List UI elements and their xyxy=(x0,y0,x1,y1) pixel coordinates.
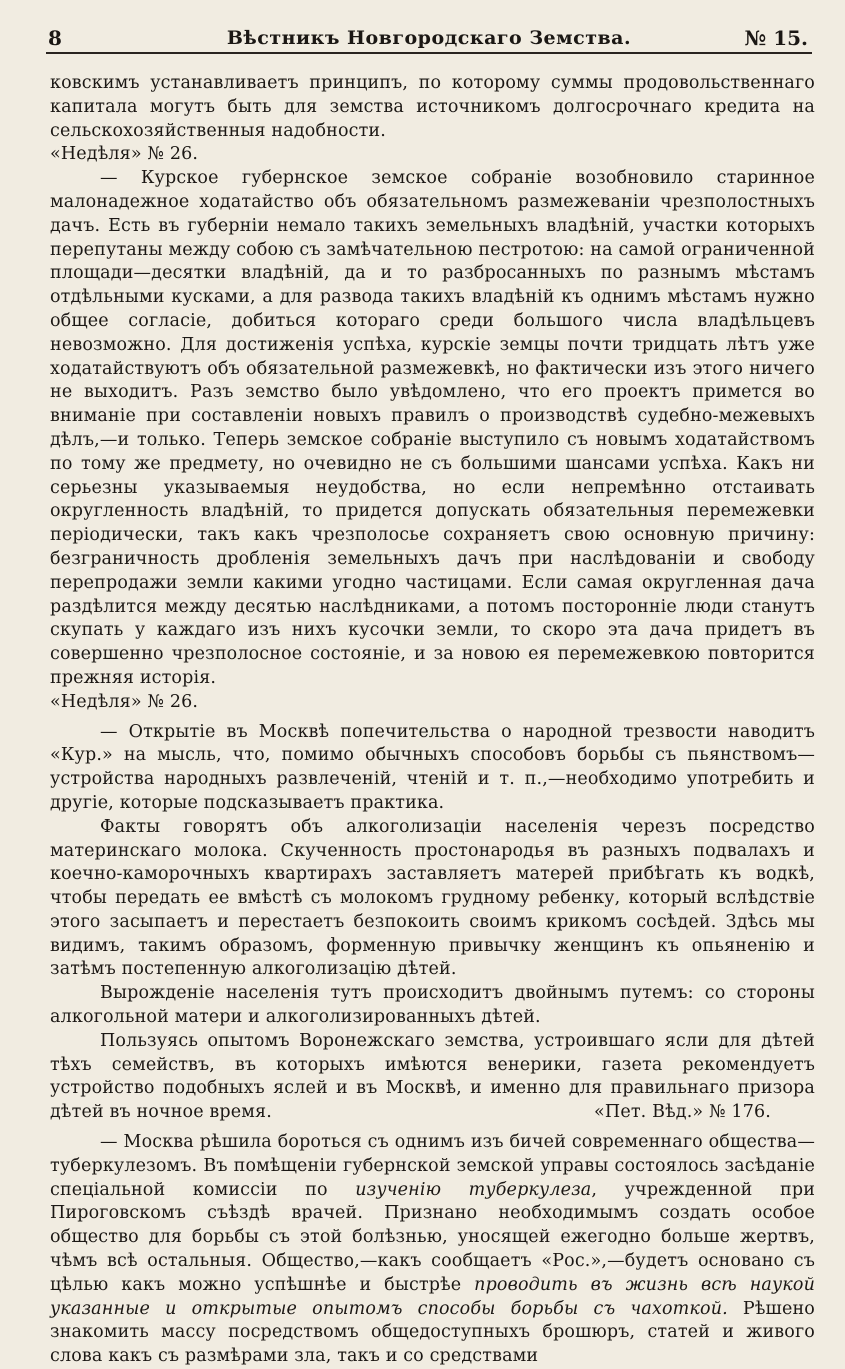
article-3-para-2: Факты говорятъ объ алкоголизаціи населенія черезъ посредство материнскаго молока. Скученность простонародья въ разныхъ подвалахъ и коечно-каморочныхъ квартирахъ заставляетъ матерей прибѣгать къ водкѣ, чтобы передать ее вмѣстѣ съ молокомъ грудному ребенку, который вслѣдствіе этого засыпаетъ и перестаетъ безпокоить своимъ крикомъ сосѣдей. Здѣсь мы видимъ, такимъ образомъ, форменную привычку женщинъ къ опьяненію и затѣмъ постепенную алкоголизацію дѣтей. xyxy=(50,816,815,980)
article-3-source: «Пет. Вѣд.» № 176. xyxy=(594,1102,771,1123)
article-2-text: — Курское губернское земское собраніе возобновило старинное малонадежное ходатайство объ обязательномъ размежеваніи чрезполостныхъ дачъ. Есть въ губерніи немало такихъ земельныхъ владѣній, участки которыхъ перепутаны между собою съ замѣчательною пестротою: на самой ограниченной площади—десятки владѣній, да и то разбросанныхъ по разнымъ мѣстамъ отдѣльными кусками, а для развода такихъ владѣній къ однимъ мѣстамъ нужно общее согласіе, добиться котораго среди большого числа владѣльцевъ невозможно. Для достиженія успѣха, курскіе земцы почти тридцать лѣтъ уже ходатайствуютъ объ обязательной размежевкѣ, но фактически изъ этого ничего не выходитъ. Разъ земство было увѣдомлено, что его проектъ примется во вниманіе при составленіи новыхъ правилъ о производствѣ судебно-межевыхъ дѣлъ,—и только. Теперь земское собраніе выступило съ новымъ ходатайствомъ по тому же предмету, но очевидно не съ большими шансами успѣха. Какъ ни серьезны указываемыя неудобства, но если непремѣнно отстаивать округленность владѣній, то придется допускать обязательныя перемежевки періодически, такъ какъ чрезполосье сохраняетъ свою основную причину: безграничность дробленія земельныхъ дачъ при наслѣдованіи и свободу перепродажи земли какими угодно частицами. Если самая округленная дача раздѣлится между десятью наслѣдниками, а потомъ посторонніе люди станутъ скупать у каждаго изъ нихъ кусочки земли, то скоро эта дача придетъ въ совершенно чрезполосное состояніе, и за новою ея перемежевкою повторится прежняя исторія. xyxy=(50,168,815,688)
article-4-part-b: , учрежденной при Пироговскомъ съѣздѣ врачей. Признано необходимымъ создать особое общество для борьбы съ этой болѣзнью, уносящей ежегодно больше жертвъ, чѣмъ всѣ остальныя. Общество,—какъ сообщаетъ «Рос.»,—будетъ основано съ цѣлью какъ можно успѣшнѣе и быстрѣе xyxy=(50,1179,816,1295)
page-number: 8 xyxy=(48,26,62,50)
article-4-text xyxy=(50,1131,815,1369)
article-3-para-4-text: Пользуясь опытомъ Воронежскаго земства, устроившаго ясли для дѣтей тѣхъ семействъ, въ которыхъ имѣются венерики, газета рекомендуетъ устройство подобныхъ яслей и въ Москвѣ, и именно для правильнаго призора дѣтей въ ночное время. xyxy=(50,1030,815,1123)
article-body xyxy=(50,72,815,1369)
article-4-part-a: — Москва рѣшила бороться съ однимъ изъ бичей современнаго общества—туберкулезомъ. Въ помѣщеніи губернской земской управы состоялось засѣданіе спеціальной комиссіи по xyxy=(50,1132,815,1200)
article-3-text: — Открытіе въ Москвѣ попечительства о народной трезвости наводитъ «Кур.» на мысль, что, помимо обычныхъ способовъ борьбы съ пьянствомъ—устройства народныхъ развлеченій, чтеній и т. п.,—необходимо употребить и другіе, которые подсказываетъ практика. xyxy=(50,721,815,813)
issue-number: № 15. xyxy=(744,26,808,50)
article-2-source: «Недѣля» № 26. xyxy=(50,691,199,712)
page-header xyxy=(46,22,812,54)
article-4-italic-a: изученію туберкулеза xyxy=(355,1179,592,1200)
article-1-source: «Недѣля» № 26. xyxy=(50,144,199,165)
article-3-para-4 xyxy=(50,1030,815,1125)
article-3-para-3: Вырожденіе населенія тутъ происходитъ двойнымъ путемъ: со стороны алкогольной матери и алкоголизированныхъ дѣтей. xyxy=(50,983,815,1028)
article-4-part-c: Рѣшено знакомить массу посредствомъ общедоступныхъ брошюръ, статей и живого слова какъ съ размѣрами зла, такъ и со средствами xyxy=(50,1298,815,1367)
article-4-italic-b: проводить въ жизнь всѣ наукой указанные и открытые опытомъ способы борьбы съ чахоткой. xyxy=(50,1274,815,1319)
journal-title: Вѣстникъ Новгородскаго Земства. xyxy=(226,27,632,49)
article-1-text: ковскимъ устанавливаетъ принципъ, по которому суммы продовольственнаго капитала могутъ быть для земства источникомъ долгосрочнаго кредита на сельскохозяйственныя надобности. xyxy=(50,73,815,141)
